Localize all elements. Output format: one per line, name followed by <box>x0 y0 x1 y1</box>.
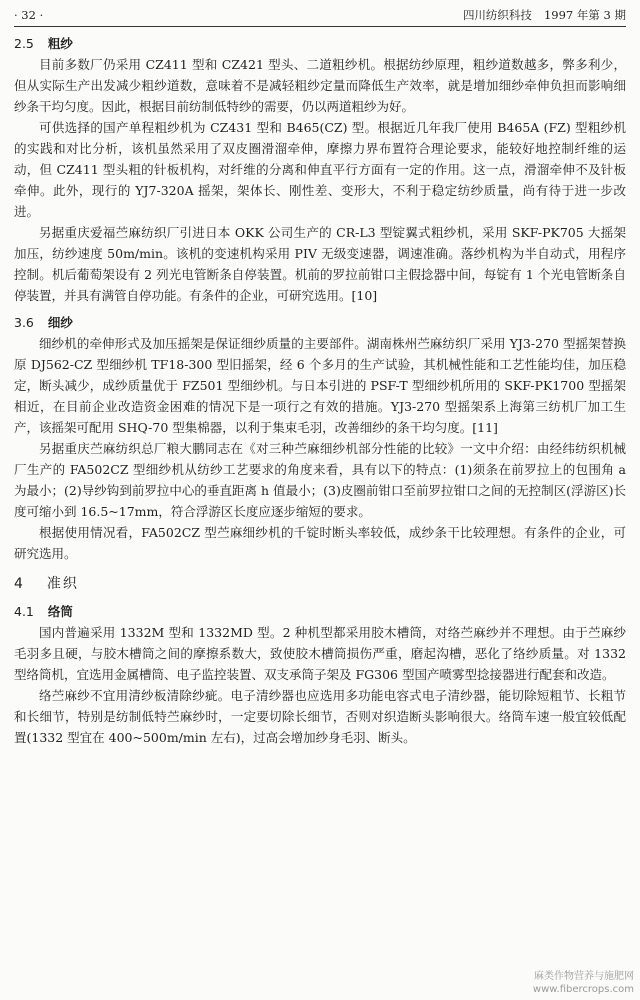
site-watermark <box>533 970 634 996</box>
paragraph: 另据重庆爱福苎麻纺织厂引进日本 OKK 公司生产的 CR-L3 型锭翼式粗纱机，采用 SKF-PK705 大摇架加压，纺纱速度 50m/min。该机的变速机构采用 PIV 无级变速器，调速准确。落纱机构为半自动式，用程序控制。机后葡萄架设有 2 列光电管断条自停装置。机前的罗拉前钳口主假捻器中间，每锭有 1 个光电管断条自停装置，并具有满管自停功能。有条件的企业，可研究选用。[10] <box>14 225 626 303</box>
section-number: 3.6 <box>14 315 34 330</box>
paragraph: 细纱机的牵伸形式及加压摇架是保证细纱质量的主要部件。湖南株州苎麻纺织厂采用 YJ3-270 型摇架替换原 DJ562-CZ 型细纱机 TF18-300 型旧摇架，经 6 个多月的生产试验，其机械性能和工艺性能均佳，加压稳定，断头减少，成纱质量优于 FZ501 型细纱机。与日本引进的 PSF-T 型细纱机所用的 SKF-PK1700 型摇架相近，在目前企业改造资金困难的情况下是一项行之有效的措施。YJ3-270 型摇架系上海第三纺机厂加工生产，该摇架可配用 SHQ-70 型集棉器，以利于集束毛羽，改善细纱的条干均匀度。[11] <box>14 336 626 435</box>
watermark-url: www.fibercrops.com <box>532 984 634 995</box>
page-header <box>14 4 626 27</box>
section-number: 4 <box>14 576 25 592</box>
paragraph: 可供选择的国产单程粗纱机为 CZ431 型和 B465(CZ) 型。根据近几年我厂使用 B465A (FZ) 型粗纱机的实践和对比分析，该机虽然采用了双皮圈滑溜牵伸，摩擦力界布置符合理论要求，能较好地控制纤维的运动，但 CZ411 型头粗的针板机构，对纤维的分离和伸直平行方面有一定的作用。这一点，滑溜牵伸不及针板牵伸。此外，现行的 YJ7-320A 摇架，架体长、刚性差、变形大，不利于稳定纺纱质量，尚有待于进一步改进。 <box>14 120 626 219</box>
section-title: 络筒 <box>47 604 73 619</box>
section-heading-3-6 <box>14 312 626 333</box>
paragraph: 目前多数厂仍采用 CZ411 型和 CZ421 型头、二道粗纱机。根据纺纱原理，粗纱道数越多，弊多利少，但从实际生产出发减少粗纱道数，意味着不是减轻粗纱定量而降低生产效率，就是增加细纱牵伸负担而影响细纱条干均匀度。因此，根据目前纺制低特纱的需要，仍以两道粗纱为好。 <box>14 57 626 114</box>
journal-name: 四川纺织科技 <box>462 7 532 22</box>
paragraph: 根据使用情况看，FA502CZ 型苎麻细纱机的千锭时断头率较低，成纱条干比较理想。有条件的企业，可研究选用。 <box>14 525 626 561</box>
paragraph: 络苎麻纱不宜用清纱板清除纱疵。电子清纱器也应选用多功能电容式电子清纱器，能切除短粗节、长粗节和长细节，特别是纺制低特苎麻纱时，一定要切除长细节，否则对织造断头影响很大。络筒车速一般宜较低配置(1332 型宜在 400~500m/min 左右)，过高会增加纱身毛羽、断头。 <box>14 688 626 745</box>
section-number: 4.1 <box>14 604 34 619</box>
page-number: · 32 · <box>14 7 44 22</box>
section-heading-4 <box>14 574 626 595</box>
watermark-site-name: 麻类作物营养与施肥网 <box>534 971 634 982</box>
section-title: 准织 <box>46 576 79 592</box>
paragraph: 另据重庆苎麻纺织总厂粮大鹏同志在《对三种苎麻细纱机部分性能的比较》一文中介绍：由经纬纺织机械厂生产的 FA502CZ 型细纱机从纺纱工艺要求的角度来看，具有以下的特点：(1)须条在前罗拉上的包围角 a 为最小；(2)导纱钩到前罗拉中心的垂直距离 h 值最小；(3)皮圈前钳口至前罗拉钳口之间的无控制区(浮游区)长度可缩小到 16.5~17mm，符合浮游区长度应逐步缩短的要求。 <box>14 441 626 519</box>
section-heading-2-5 <box>14 33 626 54</box>
section-heading-4-1 <box>14 601 626 622</box>
paragraph: 国内普遍采用 1332M 型和 1332MD 型。2 种机型都采用胶木槽筒，对络苎麻纱并不理想。由于苎麻纱毛羽多且硬，与胶木槽筒之间的摩擦系数大，致使胶木槽筒损伤严重，磨起沟槽，恶化了络纱质量。对 1332 型络筒机，宜选用金属槽筒、电子监控装置、双支承筒子架及 FG306 型国产喷雾型捻接器进行配套和改造。 <box>14 625 626 682</box>
section-number: 2.5 <box>14 36 34 51</box>
journal-issue: 1997 年第 3 期 <box>543 7 626 22</box>
header-journal-info <box>463 5 626 26</box>
section-title: 粗纱 <box>47 36 73 51</box>
section-title: 细纱 <box>47 315 73 330</box>
